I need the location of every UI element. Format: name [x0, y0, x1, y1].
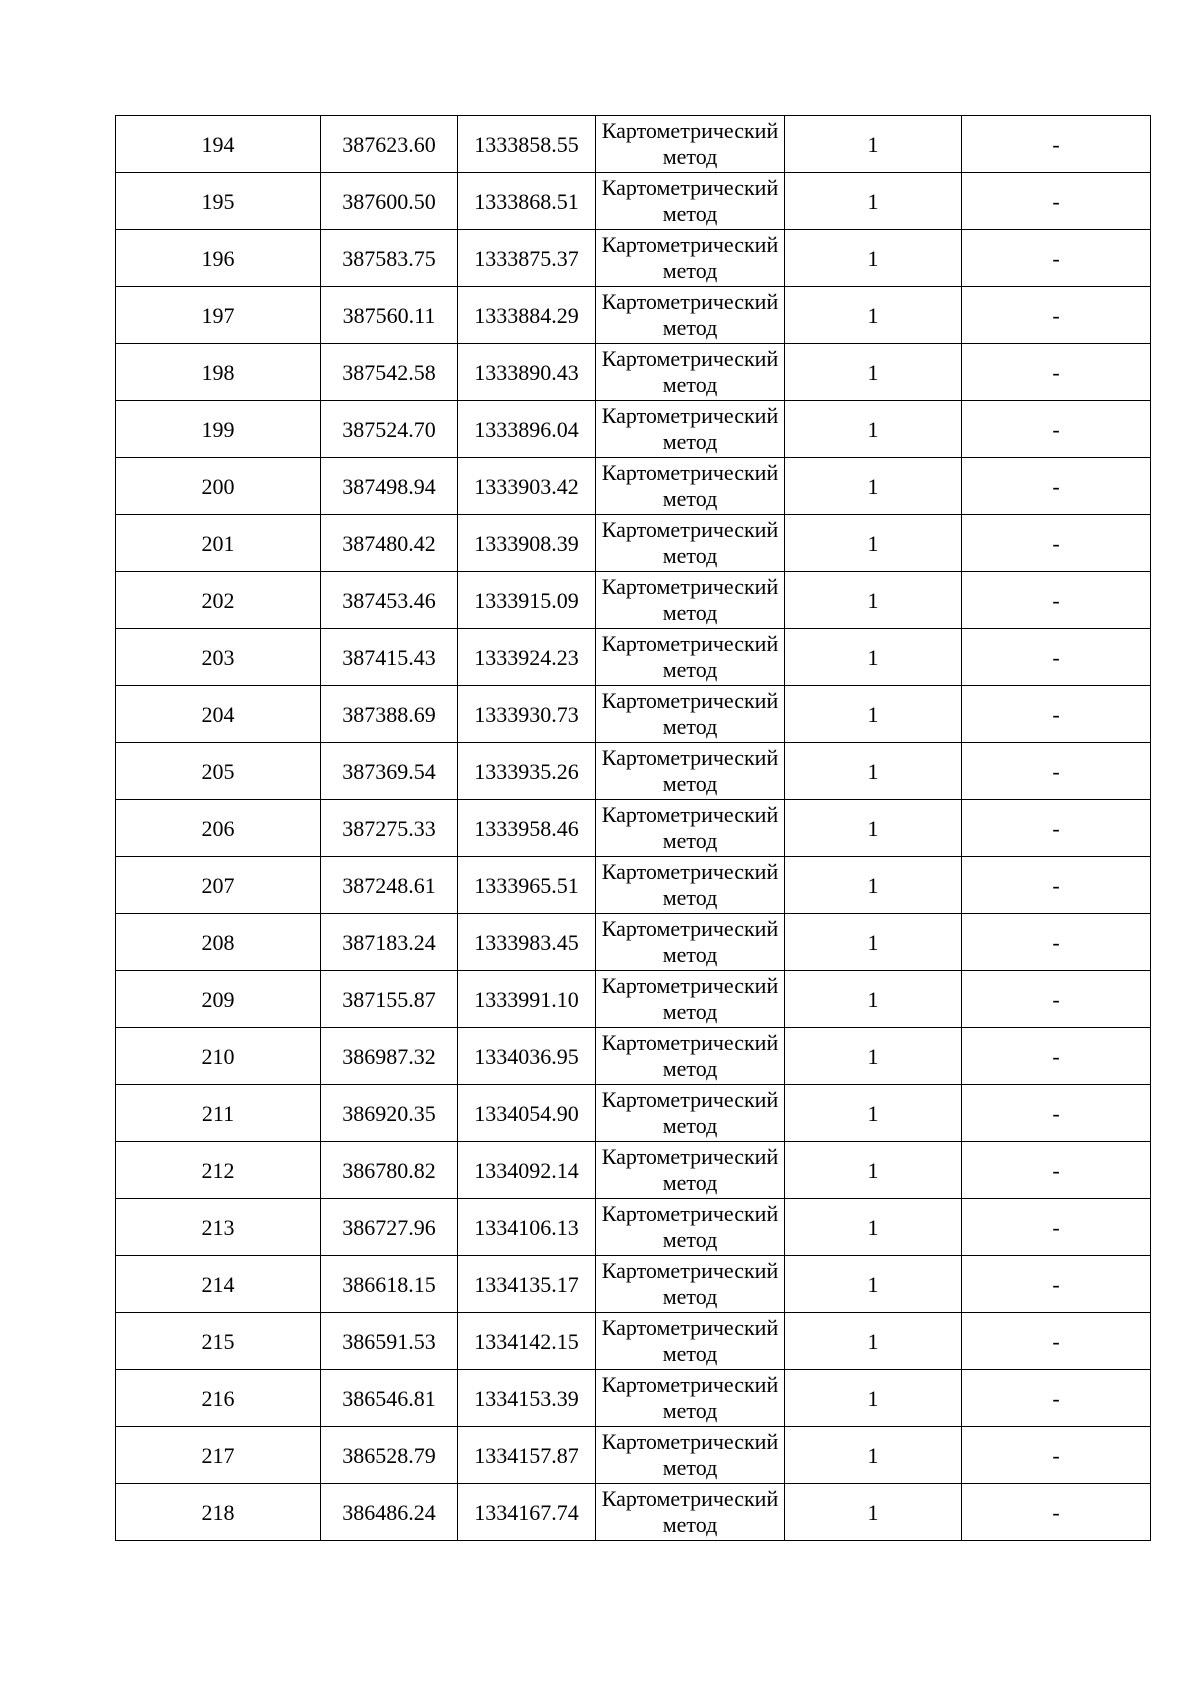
table-row [116, 344, 1151, 401]
note-cell: - [962, 173, 1151, 230]
x-coordinate-cell: 387415.43 [321, 629, 458, 686]
note-cell: - [962, 914, 1151, 971]
note-cell: - [962, 344, 1151, 401]
accuracy-cell: 1 [785, 1484, 962, 1541]
point-number-cell: 195 [116, 173, 321, 230]
x-coordinate-cell: 386780.82 [321, 1142, 458, 1199]
point-number-cell: 197 [116, 287, 321, 344]
method-cell: Картометрический метод [596, 857, 785, 914]
note-cell: - [962, 287, 1151, 344]
coordinates-table-body [116, 116, 1151, 1541]
x-coordinate-cell: 387183.24 [321, 914, 458, 971]
note-cell: - [962, 743, 1151, 800]
note-cell: - [962, 1484, 1151, 1541]
table-row [116, 800, 1151, 857]
accuracy-cell: 1 [785, 971, 962, 1028]
method-cell: Картометрический метод [596, 629, 785, 686]
x-coordinate-cell: 387498.94 [321, 458, 458, 515]
y-coordinate-cell: 1333858.55 [458, 116, 596, 173]
note-cell: - [962, 401, 1151, 458]
point-number-cell: 217 [116, 1427, 321, 1484]
note-cell: - [962, 857, 1151, 914]
y-coordinate-cell: 1333908.39 [458, 515, 596, 572]
y-coordinate-cell: 1333958.46 [458, 800, 596, 857]
point-number-cell: 212 [116, 1142, 321, 1199]
y-coordinate-cell: 1334106.13 [458, 1199, 596, 1256]
note-cell: - [962, 572, 1151, 629]
x-coordinate-cell: 386546.81 [321, 1370, 458, 1427]
table-row [116, 1028, 1151, 1085]
method-cell: Картометрический метод [596, 1199, 785, 1256]
method-cell: Картометрический метод [596, 230, 785, 287]
x-coordinate-cell: 387369.54 [321, 743, 458, 800]
note-cell: - [962, 629, 1151, 686]
note-cell: - [962, 515, 1151, 572]
table-row [116, 629, 1151, 686]
y-coordinate-cell: 1333930.73 [458, 686, 596, 743]
point-number-cell: 208 [116, 914, 321, 971]
y-coordinate-cell: 1333884.29 [458, 287, 596, 344]
method-cell: Картометрический метод [596, 287, 785, 344]
table-row [116, 914, 1151, 971]
method-cell: Картометрический метод [596, 515, 785, 572]
table-row [116, 1484, 1151, 1541]
point-number-cell: 204 [116, 686, 321, 743]
method-cell: Картометрический метод [596, 1256, 785, 1313]
point-number-cell: 211 [116, 1085, 321, 1142]
note-cell: - [962, 1370, 1151, 1427]
coordinates-table [115, 115, 1151, 1541]
y-coordinate-cell: 1333868.51 [458, 173, 596, 230]
point-number-cell: 218 [116, 1484, 321, 1541]
y-coordinate-cell: 1333991.10 [458, 971, 596, 1028]
note-cell: - [962, 1142, 1151, 1199]
point-number-cell: 203 [116, 629, 321, 686]
table-row [116, 1370, 1151, 1427]
y-coordinate-cell: 1333903.42 [458, 458, 596, 515]
accuracy-cell: 1 [785, 800, 962, 857]
x-coordinate-cell: 386920.35 [321, 1085, 458, 1142]
accuracy-cell: 1 [785, 401, 962, 458]
point-number-cell: 201 [116, 515, 321, 572]
x-coordinate-cell: 387623.60 [321, 116, 458, 173]
table-row [116, 1199, 1151, 1256]
accuracy-cell: 1 [785, 344, 962, 401]
table-row [116, 572, 1151, 629]
y-coordinate-cell: 1334092.14 [458, 1142, 596, 1199]
x-coordinate-cell: 387600.50 [321, 173, 458, 230]
table-row [116, 1085, 1151, 1142]
point-number-cell: 215 [116, 1313, 321, 1370]
note-cell: - [962, 1313, 1151, 1370]
x-coordinate-cell: 386528.79 [321, 1427, 458, 1484]
x-coordinate-cell: 387155.87 [321, 971, 458, 1028]
table-row [116, 230, 1151, 287]
table-row [116, 743, 1151, 800]
method-cell: Картометрический метод [596, 1085, 785, 1142]
point-number-cell: 198 [116, 344, 321, 401]
y-coordinate-cell: 1333915.09 [458, 572, 596, 629]
x-coordinate-cell: 387542.58 [321, 344, 458, 401]
method-cell: Картометрический метод [596, 344, 785, 401]
y-coordinate-cell: 1333983.45 [458, 914, 596, 971]
accuracy-cell: 1 [785, 458, 962, 515]
method-cell: Картометрический метод [596, 1484, 785, 1541]
y-coordinate-cell: 1334142.15 [458, 1313, 596, 1370]
accuracy-cell: 1 [785, 629, 962, 686]
method-cell: Картометрический метод [596, 1028, 785, 1085]
note-cell: - [962, 1256, 1151, 1313]
accuracy-cell: 1 [785, 230, 962, 287]
note-cell: - [962, 1028, 1151, 1085]
point-number-cell: 202 [116, 572, 321, 629]
y-coordinate-cell: 1334054.90 [458, 1085, 596, 1142]
method-cell: Картометрический метод [596, 401, 785, 458]
x-coordinate-cell: 387275.33 [321, 800, 458, 857]
y-coordinate-cell: 1333890.43 [458, 344, 596, 401]
accuracy-cell: 1 [785, 1085, 962, 1142]
table-row [116, 515, 1151, 572]
method-cell: Картометрический метод [596, 458, 785, 515]
point-number-cell: 194 [116, 116, 321, 173]
method-cell: Картометрический метод [596, 1142, 785, 1199]
point-number-cell: 196 [116, 230, 321, 287]
table-row [116, 857, 1151, 914]
note-cell: - [962, 116, 1151, 173]
point-number-cell: 213 [116, 1199, 321, 1256]
table-row [116, 1256, 1151, 1313]
point-number-cell: 210 [116, 1028, 321, 1085]
method-cell: Картометрический метод [596, 173, 785, 230]
accuracy-cell: 1 [785, 116, 962, 173]
note-cell: - [962, 971, 1151, 1028]
x-coordinate-cell: 386591.53 [321, 1313, 458, 1370]
table-row [116, 1427, 1151, 1484]
x-coordinate-cell: 387388.69 [321, 686, 458, 743]
x-coordinate-cell: 387248.61 [321, 857, 458, 914]
table-row [116, 401, 1151, 458]
method-cell: Картометрический метод [596, 914, 785, 971]
point-number-cell: 214 [116, 1256, 321, 1313]
table-row [116, 458, 1151, 515]
note-cell: - [962, 230, 1151, 287]
note-cell: - [962, 1199, 1151, 1256]
method-cell: Картометрический метод [596, 743, 785, 800]
y-coordinate-cell: 1333965.51 [458, 857, 596, 914]
x-coordinate-cell: 386618.15 [321, 1256, 458, 1313]
table-row [116, 116, 1151, 173]
y-coordinate-cell: 1333935.26 [458, 743, 596, 800]
x-coordinate-cell: 387560.11 [321, 287, 458, 344]
y-coordinate-cell: 1334036.95 [458, 1028, 596, 1085]
y-coordinate-cell: 1334135.17 [458, 1256, 596, 1313]
y-coordinate-cell: 1334153.39 [458, 1370, 596, 1427]
method-cell: Картометрический метод [596, 116, 785, 173]
table-row [116, 971, 1151, 1028]
point-number-cell: 216 [116, 1370, 321, 1427]
x-coordinate-cell: 387524.70 [321, 401, 458, 458]
x-coordinate-cell: 387480.42 [321, 515, 458, 572]
method-cell: Картометрический метод [596, 971, 785, 1028]
note-cell: - [962, 800, 1151, 857]
note-cell: - [962, 1085, 1151, 1142]
y-coordinate-cell: 1334167.74 [458, 1484, 596, 1541]
y-coordinate-cell: 1333896.04 [458, 401, 596, 458]
table-row [116, 686, 1151, 743]
accuracy-cell: 1 [785, 857, 962, 914]
accuracy-cell: 1 [785, 572, 962, 629]
point-number-cell: 209 [116, 971, 321, 1028]
note-cell: - [962, 686, 1151, 743]
y-coordinate-cell: 1334157.87 [458, 1427, 596, 1484]
accuracy-cell: 1 [785, 287, 962, 344]
method-cell: Картометрический метод [596, 1427, 785, 1484]
method-cell: Картометрический метод [596, 1370, 785, 1427]
note-cell: - [962, 1427, 1151, 1484]
x-coordinate-cell: 386486.24 [321, 1484, 458, 1541]
table-row [116, 287, 1151, 344]
point-number-cell: 206 [116, 800, 321, 857]
accuracy-cell: 1 [785, 914, 962, 971]
table-row [116, 173, 1151, 230]
accuracy-cell: 1 [785, 1028, 962, 1085]
accuracy-cell: 1 [785, 1370, 962, 1427]
y-coordinate-cell: 1333875.37 [458, 230, 596, 287]
accuracy-cell: 1 [785, 173, 962, 230]
accuracy-cell: 1 [785, 515, 962, 572]
x-coordinate-cell: 387453.46 [321, 572, 458, 629]
x-coordinate-cell: 386727.96 [321, 1199, 458, 1256]
accuracy-cell: 1 [785, 743, 962, 800]
x-coordinate-cell: 387583.75 [321, 230, 458, 287]
point-number-cell: 207 [116, 857, 321, 914]
table-row [116, 1142, 1151, 1199]
accuracy-cell: 1 [785, 1256, 962, 1313]
accuracy-cell: 1 [785, 686, 962, 743]
method-cell: Картометрический метод [596, 686, 785, 743]
method-cell: Картометрический метод [596, 800, 785, 857]
point-number-cell: 205 [116, 743, 321, 800]
accuracy-cell: 1 [785, 1142, 962, 1199]
table-row [116, 1313, 1151, 1370]
note-cell: - [962, 458, 1151, 515]
point-number-cell: 199 [116, 401, 321, 458]
point-number-cell: 200 [116, 458, 321, 515]
accuracy-cell: 1 [785, 1199, 962, 1256]
accuracy-cell: 1 [785, 1313, 962, 1370]
method-cell: Картометрический метод [596, 1313, 785, 1370]
y-coordinate-cell: 1333924.23 [458, 629, 596, 686]
method-cell: Картометрический метод [596, 572, 785, 629]
x-coordinate-cell: 386987.32 [321, 1028, 458, 1085]
accuracy-cell: 1 [785, 1427, 962, 1484]
